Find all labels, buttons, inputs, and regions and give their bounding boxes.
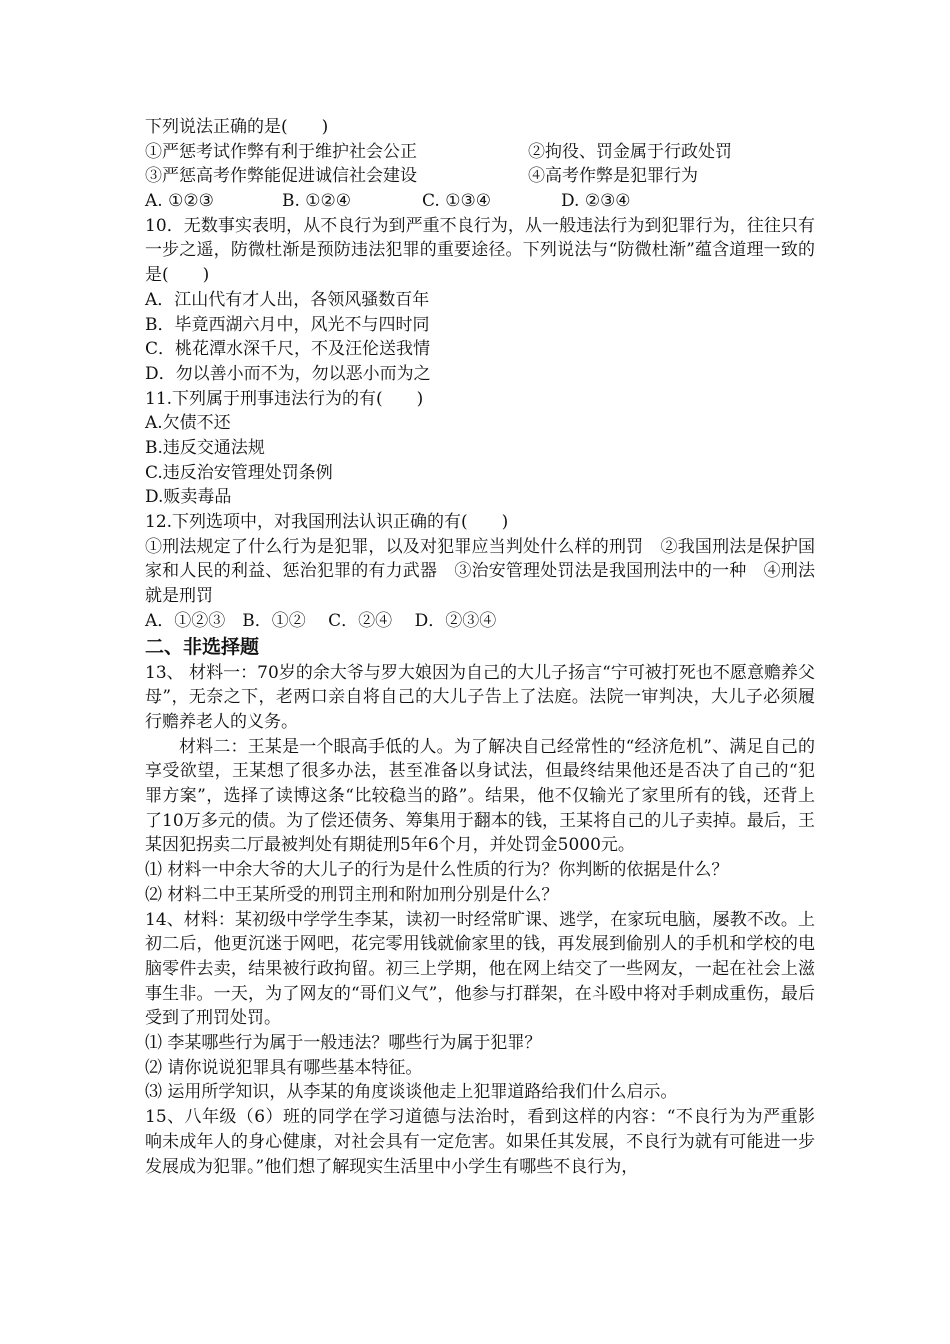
q12-options: A．①②③ B．①② C．②④ D．②③④ [145, 610, 497, 631]
q9-statement-2: ②拘役、罚金属于行政处罚 [528, 141, 732, 162]
q9-option-d: D. ②③④ [561, 191, 631, 212]
q11-option-c: C.违反治安管理处罚条例 [145, 462, 333, 483]
q11-option-d: D.贩卖毒品 [145, 487, 232, 508]
q9-statement-4: ④高考作弊是犯罪行为 [528, 166, 698, 187]
q10-option-c: C．桃花潭水深千尺，不及汪伦送我情 [145, 339, 431, 360]
q9-statements-row-2 [145, 164, 815, 189]
q15-material: 15、八年级（6）班的同学在学习道德与法治时，看到这样的内容：“不良行为为严重影响未成年人的身心健康，对社会具有一定危害。如果任其发展，不良行为就有可能进一步发展成为犯罪。”他们想了解现实生活里中小学生有哪些不良行为， [145, 1107, 815, 1177]
q14-subquestion-1: ⑴ 李某哪些行为属于一般违法？哪些行为属于犯罪？ [145, 1033, 542, 1054]
q12-statements: ①刑法规定了什么行为是犯罪，以及对犯罪应当判处什么样的刑罚 ②我国刑法是保护国家和人民的利益、惩治犯罪的有力武器 ③治安管理处罚法是我国刑法中的一种 ④刑法就是刑罚 [145, 536, 815, 607]
document-content [145, 115, 815, 1179]
q9-statement-3: ③严惩高考作弊能促进诚信社会建设 [145, 166, 417, 187]
q9-option-b: B. ①②④ [282, 191, 352, 212]
q10-stem: 10．无数事实表明，从不良行为到严重不良行为，从一般违法行为到犯罪行为，往往只有一步之遥，防微杜渐是预防违法犯罪的重要途径。下列说法与“防微杜渐”蕴含道理一致的是( ) [145, 215, 815, 286]
q10-option-a: A．江山代有才人出，各领风骚数百年 [145, 289, 430, 310]
q9-option-a: A. ①②③ [145, 191, 214, 212]
q11-option-b: B.违反交通法规 [145, 437, 265, 458]
q9-options [145, 189, 815, 214]
q13-material-1: 13、 材料一：70岁的余大爷与罗大娘因为自己的大儿子扬言“宁可被打死也不愿意赡养父母”，无奈之下，老两口亲自将自己的大儿子告上了法庭。法院一审判决，大儿子必须履行赡养老人的义务。 [145, 662, 815, 732]
q9-statement-1: ①严惩考试作弊有利于维护社会公正 [145, 141, 417, 162]
q14-subquestion-2: ⑵ 请你说说犯罪具有哪些基本特征。 [145, 1057, 423, 1078]
q13-subquestion-2: ⑵ 材料二中王某所受的刑罚主刑和附加刑分别是什么？ [145, 884, 559, 905]
q13-subquestion-1: ⑴ 材料一中余大爷的大儿子的行为是什么性质的行为？你判断的依据是什么？ [145, 860, 729, 881]
q9-statements-row-1 [145, 140, 815, 165]
q11-stem: 11.下列属于刑事违法行为的有( ) [145, 388, 424, 409]
q9-stem-tail: 下列说法正确的是( ) [145, 117, 329, 137]
q14-subquestion-3: ⑶ 运用所学知识，从李某的角度谈谈他走上犯罪道路给我们什么启示。 [145, 1082, 678, 1103]
q10-option-d: D．勿以善小而不为，勿以恶小而为之 [145, 363, 431, 384]
q9-option-c: C. ①③④ [422, 191, 491, 212]
section-heading: 二、非选择题 [145, 635, 260, 658]
q11-option-a: A.欠债不还 [145, 413, 231, 434]
q14-material: 14、材料：某初级中学学生李某，读初一时经常旷课、逃学，在家玩电脑，屡教不改。上初二后，他更沉迷于网吧，花完零用钱就偷家里的钱，再发展到偷别人的手机和学校的电脑零件去卖，结果被行政拘留。初三上学期，他在网上结交了一些网友，一起在社会上滋事生非。一天，为了网友的“哥们义气”，他参与打群架，在斗殴中将对手刺成重伤，最后受到了刑罚处罚。 [145, 909, 815, 1029]
q13-material-2: 材料二：王某是一个眼高手低的人。为了解决自己经常性的“经济危机”、满足自己的享受欲望，王某想了很多办法，甚至准备以身试法，但最终结果他还是否决了自己的“犯罪方案”，选择了读博这条“比较稳当的路”。结果，他不仅输光了家里所有的钱，还背上了10万多元的债。为了偿还债务、筹集用于翻本的钱，王某将自己的儿子卖掉。最后，王某因犯拐卖二厅最被判处有期徒刑5年6个月，并处罚金5000元。 [145, 736, 815, 856]
q12-stem: 12.下列选项中，对我国刑法认识正确的有( ) [145, 512, 509, 533]
q10-option-b: B．毕竟西湖六月中，风光不与四时同 [145, 314, 430, 335]
